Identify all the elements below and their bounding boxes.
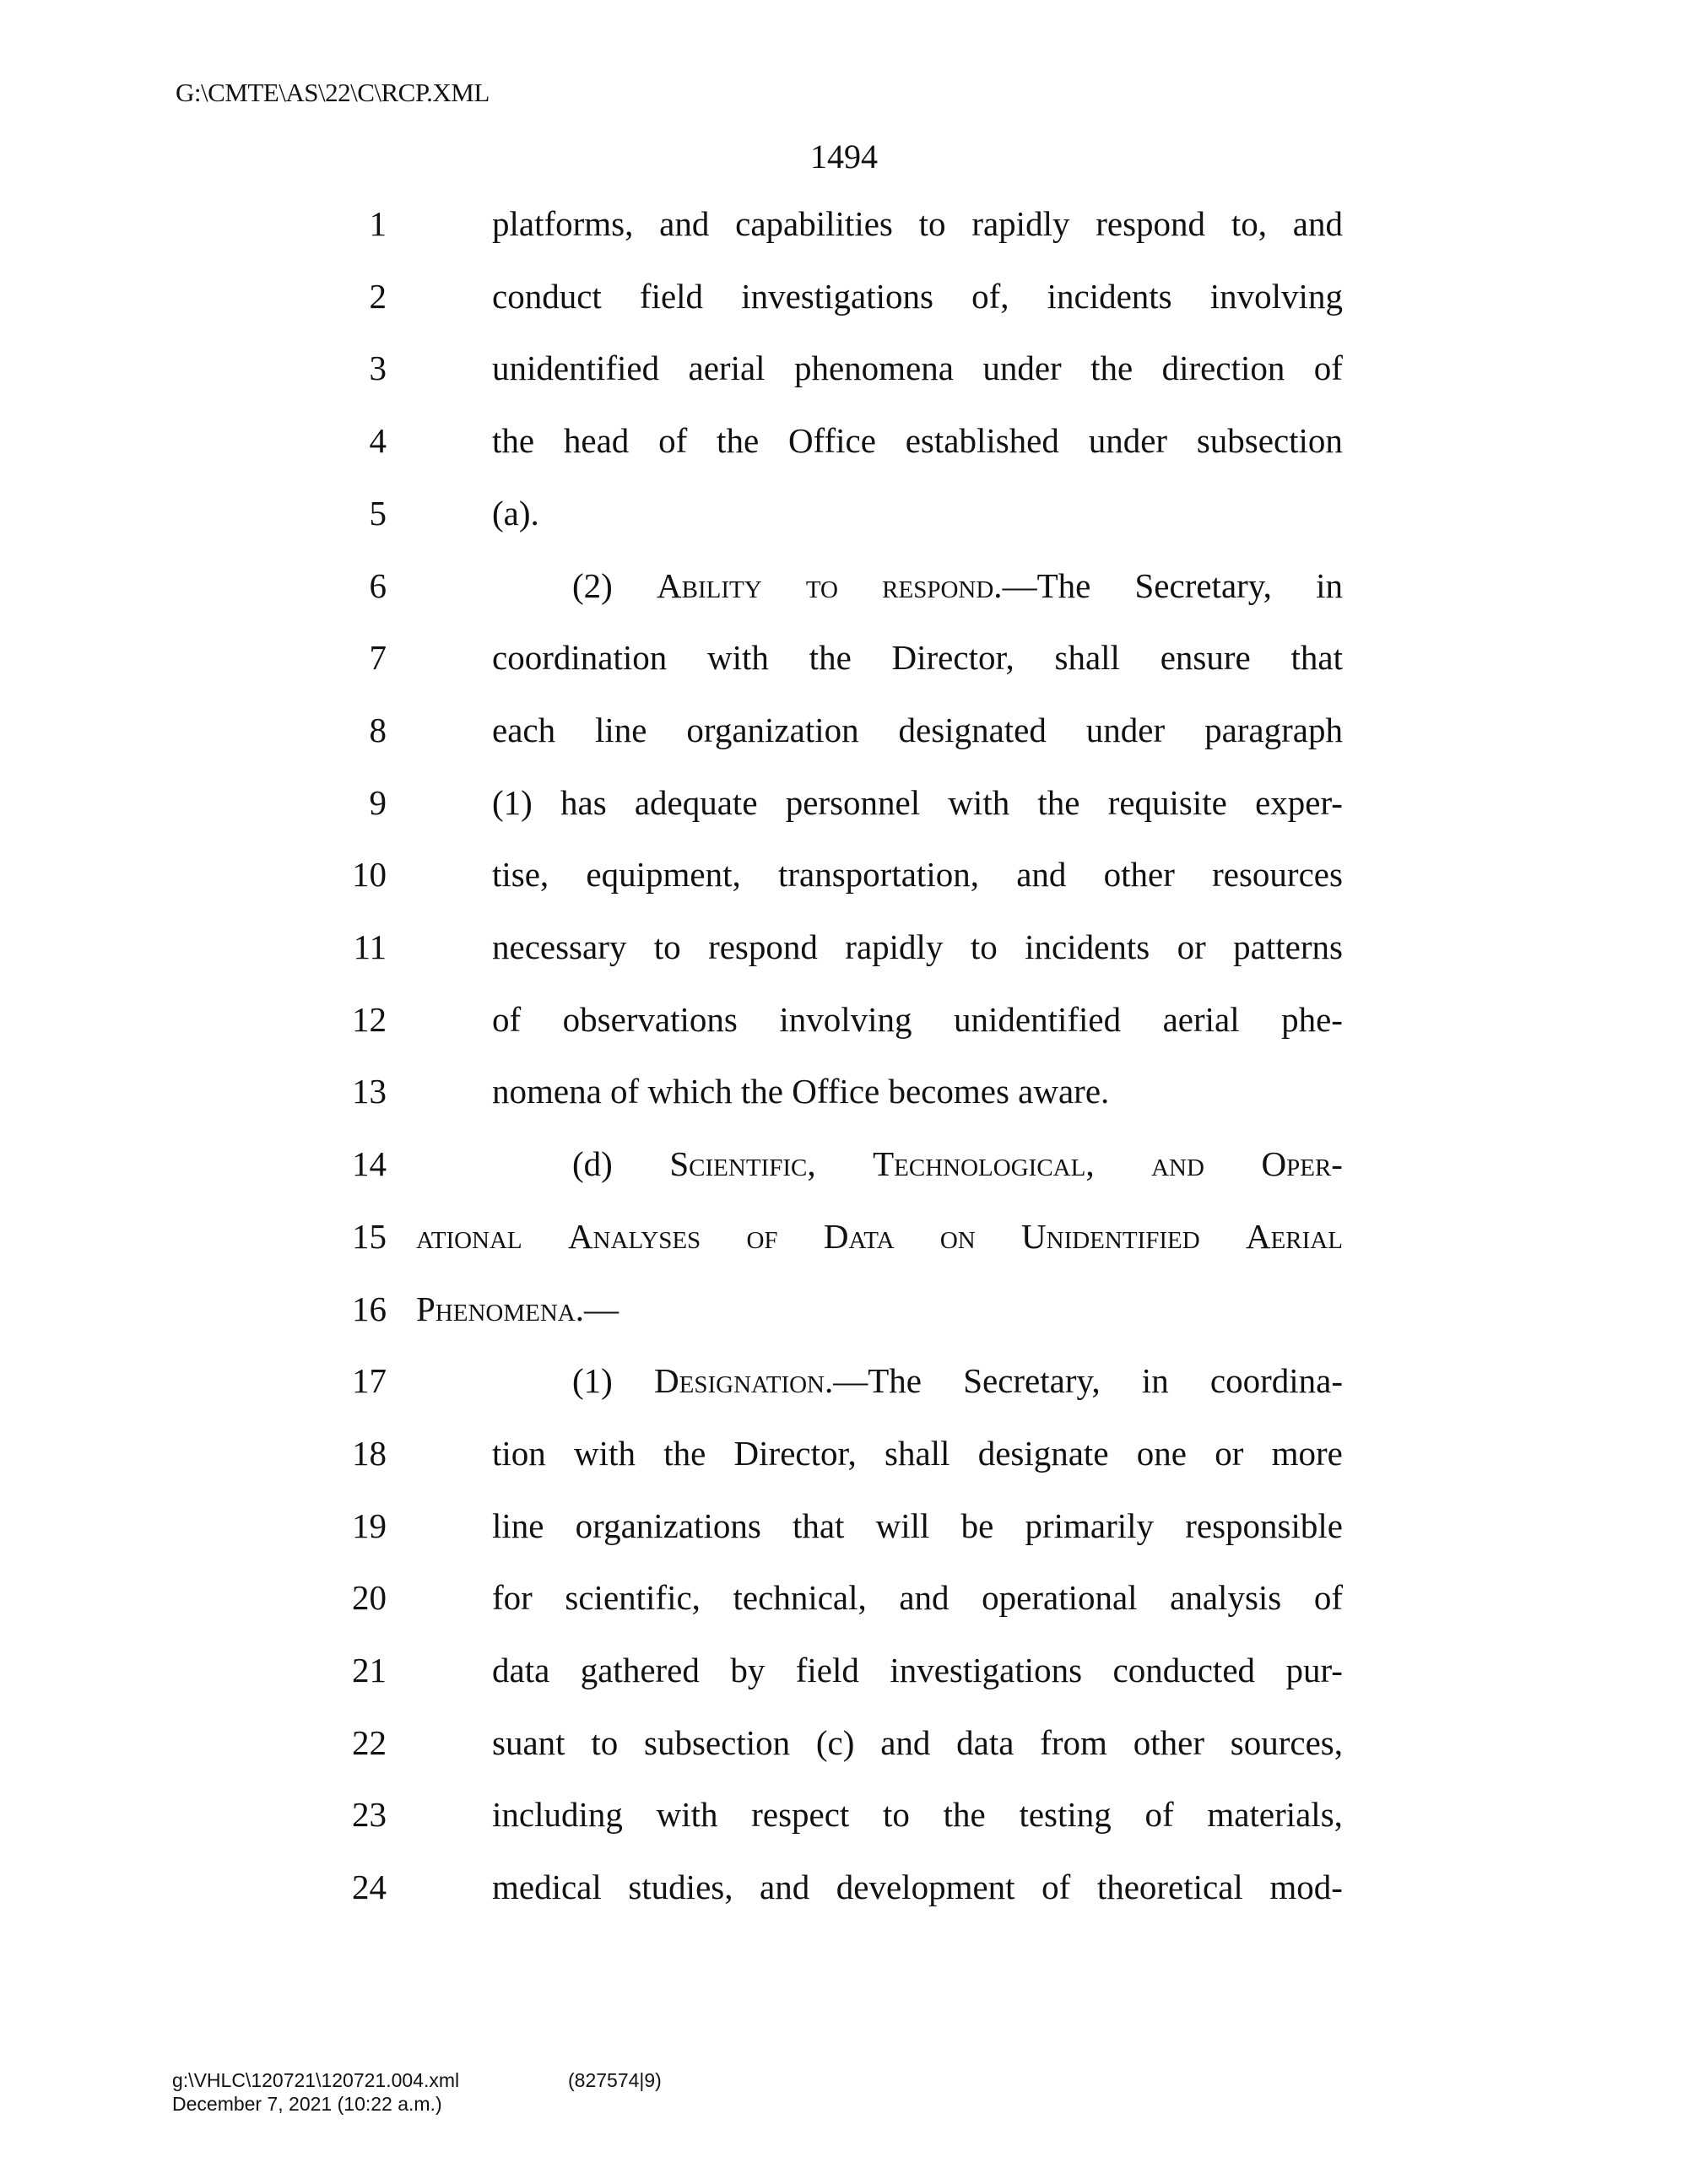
word: and	[659, 204, 710, 243]
line-text	[492, 1789, 1343, 1840]
line-number: 2	[369, 276, 387, 316]
word: becomes	[888, 1072, 1009, 1111]
section-heading-word: Technological,	[873, 1144, 1095, 1184]
word: tise,	[492, 855, 549, 895]
word: conducted	[1112, 1651, 1256, 1689]
word: of	[1313, 1578, 1343, 1618]
word: including	[492, 1795, 623, 1835]
word: respond	[708, 927, 818, 966]
line-number: 18	[352, 1433, 387, 1473]
document-line	[0, 1428, 1688, 1479]
line-number: 3	[369, 349, 387, 388]
line-number: 23	[352, 1795, 387, 1835]
section-heading-word: ational	[416, 1216, 522, 1256]
word: other	[1133, 1722, 1204, 1762]
word: coordina-	[1209, 1361, 1343, 1401]
word: one	[1136, 1433, 1187, 1473]
document-line	[0, 1572, 1688, 1623]
word: each	[492, 710, 556, 749]
line-text	[492, 632, 1343, 683]
section-heading-word: Scientific,	[669, 1144, 816, 1184]
line-text	[492, 1862, 1343, 1912]
word: which	[647, 1072, 733, 1111]
line-number: 4	[369, 421, 387, 461]
word: in	[1316, 565, 1343, 605]
word: under	[982, 349, 1062, 388]
word: subsection	[1196, 421, 1343, 461]
line-number: 16	[352, 1289, 387, 1328]
word: incidents	[1047, 276, 1172, 316]
word: involving	[1209, 276, 1343, 316]
word: aware.	[1018, 1072, 1110, 1111]
document-line	[0, 922, 1688, 972]
document-line	[0, 1284, 1688, 1334]
word: with	[948, 782, 1010, 822]
word: rapidly	[971, 204, 1070, 243]
word: to,	[1231, 204, 1267, 243]
word: requisite	[1107, 782, 1227, 822]
line-number: 11	[353, 927, 387, 966]
word: of	[610, 1072, 640, 1111]
word: (d)	[572, 1144, 613, 1184]
word: suant	[492, 1722, 565, 1762]
document-line	[0, 849, 1688, 900]
line-number: 1	[369, 204, 387, 243]
word: investigations	[890, 1651, 1083, 1689]
line-text	[492, 849, 1343, 900]
document-line	[0, 1066, 1688, 1116]
line-text	[492, 1428, 1343, 1479]
word: head	[563, 421, 630, 461]
line-text	[492, 1066, 1343, 1116]
document-line	[0, 1645, 1688, 1695]
word: tion	[492, 1433, 546, 1473]
line-number: 7	[369, 638, 387, 678]
word: medical	[492, 1868, 602, 1907]
document-line	[0, 198, 1688, 249]
line-text	[492, 1645, 1343, 1695]
word: and	[880, 1722, 931, 1762]
word: and	[1016, 855, 1067, 895]
document-line	[0, 1500, 1688, 1551]
word: resources	[1212, 855, 1343, 895]
section-heading-word: Analyses	[567, 1216, 701, 1256]
word: designate	[977, 1433, 1109, 1473]
word: Director,	[733, 1433, 857, 1473]
word: materials,	[1207, 1795, 1343, 1835]
line-number: 10	[352, 855, 387, 895]
line-number: 21	[352, 1651, 387, 1689]
document-line	[0, 488, 1688, 538]
document-line	[0, 1789, 1688, 1840]
line-text	[416, 1284, 1343, 1334]
document-line	[0, 1355, 1688, 1406]
footer-file-path: g:\VHLC\120721\120721.004.xml	[172, 2069, 460, 2091]
section-heading-word: Designation.—The	[654, 1361, 922, 1401]
word: has	[560, 782, 607, 822]
line-number: 8	[369, 710, 387, 749]
line-number: 5	[369, 493, 387, 532]
word: respond	[1096, 204, 1206, 243]
word: rapidly	[845, 927, 944, 966]
line-text	[492, 343, 1343, 393]
word: Secretary,	[1134, 565, 1272, 605]
word: organization	[686, 710, 859, 749]
line-number: 6	[369, 565, 387, 605]
word: (2)	[572, 565, 613, 605]
word: conduct	[492, 276, 602, 316]
word: in	[1141, 1361, 1169, 1401]
word: studies,	[628, 1868, 733, 1907]
section-heading-word: Phenomena.—	[416, 1289, 619, 1328]
section-heading-word: Unidentified	[1021, 1216, 1200, 1256]
section-heading-word: Data	[823, 1216, 895, 1256]
word: under	[1085, 710, 1166, 749]
document-line	[0, 343, 1688, 393]
word: of	[658, 421, 688, 461]
word: scientific,	[565, 1578, 701, 1618]
word: unidentified	[492, 349, 660, 388]
word: paragraph	[1204, 710, 1343, 749]
header-file-path: G:\CMTE\AS\22\C\RCP.XML	[176, 78, 490, 107]
document-line	[0, 1717, 1688, 1768]
word: unidentified	[954, 999, 1122, 1039]
word: of,	[971, 276, 1009, 316]
word: incidents	[1025, 927, 1150, 966]
word: organizations	[575, 1506, 761, 1545]
word: of	[1144, 1795, 1174, 1835]
word: (a).	[492, 493, 539, 532]
document-line	[0, 560, 1688, 611]
word: (c)	[815, 1722, 855, 1762]
word: ensure	[1160, 638, 1251, 678]
word: line	[595, 710, 647, 749]
word: with	[574, 1433, 636, 1473]
word: the	[717, 421, 760, 461]
word: the	[492, 421, 535, 461]
word: testing	[1019, 1795, 1112, 1835]
page-number: 1494	[810, 138, 878, 176]
line-number: 20	[352, 1578, 387, 1618]
line-number: 24	[352, 1868, 387, 1907]
word: analysis	[1170, 1578, 1282, 1618]
line-text	[492, 1572, 1343, 1623]
section-heading-word: of	[746, 1216, 778, 1256]
line-text	[416, 1211, 1343, 1262]
word: from	[1040, 1722, 1107, 1762]
word: be	[960, 1506, 994, 1545]
word: investigations	[741, 276, 933, 316]
word: development	[836, 1868, 1015, 1907]
line-number: 14	[352, 1144, 387, 1184]
word: for	[492, 1578, 533, 1618]
word: pur-	[1285, 1651, 1343, 1689]
word: of	[1313, 349, 1343, 388]
section-heading-word: and	[1151, 1144, 1204, 1184]
word: to	[883, 1795, 910, 1835]
document-line	[0, 1138, 1688, 1189]
section-heading-word: on	[939, 1216, 976, 1256]
section-heading-word: to	[805, 565, 838, 605]
word: gathered	[580, 1651, 700, 1689]
word: nomena	[492, 1072, 602, 1111]
word: or	[1177, 927, 1206, 966]
line-text	[492, 922, 1343, 972]
word: other	[1103, 855, 1175, 895]
word: mod-	[1269, 1868, 1343, 1907]
word: of	[492, 999, 522, 1039]
word: sources,	[1230, 1722, 1343, 1762]
word: operational	[982, 1578, 1138, 1618]
word: Office	[787, 421, 876, 461]
word: field	[639, 276, 704, 316]
line-number: 19	[352, 1506, 387, 1545]
footer-doc-id: (827574|9)	[568, 2069, 662, 2091]
section-heading-word: Ability	[657, 565, 762, 605]
word: Office	[792, 1072, 880, 1111]
word: capabilities	[735, 204, 893, 243]
word: the	[809, 638, 852, 678]
line-number: 9	[369, 782, 387, 822]
word: to	[591, 1722, 619, 1762]
word: phenomena	[793, 349, 954, 388]
footer-timestamp: December 7, 2021 (10:22 a.m.)	[172, 2093, 442, 2115]
word: or	[1215, 1433, 1244, 1473]
line-text	[492, 271, 1343, 322]
word: to	[918, 204, 946, 243]
word: and	[899, 1578, 950, 1618]
word: technical,	[733, 1578, 867, 1618]
word: data	[492, 1651, 550, 1689]
section-heading-word: Oper-	[1261, 1144, 1343, 1184]
word: platforms,	[492, 204, 634, 243]
section-heading-word: respond.—The	[882, 565, 1091, 605]
word: and	[1292, 204, 1343, 243]
word: necessary	[492, 927, 627, 966]
document-line	[0, 632, 1688, 683]
word: will	[875, 1506, 930, 1545]
document-line	[0, 1211, 1688, 1262]
document-line	[0, 271, 1688, 322]
word: adequate	[634, 782, 758, 822]
word: that	[1290, 638, 1343, 678]
word: the	[663, 1433, 706, 1473]
word: Director,	[891, 638, 1014, 678]
document-line	[0, 777, 1688, 828]
word: personnel	[785, 782, 921, 822]
word: with	[707, 638, 769, 678]
word: that	[792, 1506, 845, 1545]
word: designated	[898, 710, 1047, 749]
word: the	[740, 1072, 783, 1111]
line-number: 15	[352, 1216, 387, 1256]
word: the	[1037, 782, 1080, 822]
word: involving	[779, 999, 912, 1039]
line-text	[492, 198, 1343, 249]
document-line	[0, 1862, 1688, 1912]
line-text	[572, 560, 1343, 611]
word: under	[1088, 421, 1168, 461]
word: Secretary,	[963, 1361, 1101, 1401]
line-number: 12	[352, 999, 387, 1039]
word: patterns	[1233, 927, 1343, 966]
line-text	[492, 777, 1343, 828]
line-number: 13	[352, 1072, 387, 1111]
word: to	[970, 927, 998, 966]
word: theoretical	[1096, 1868, 1243, 1907]
word: observations	[562, 999, 738, 1039]
word: transportation,	[777, 855, 979, 895]
word: of	[1041, 1868, 1071, 1907]
word: and	[760, 1868, 810, 1907]
word: phe-	[1281, 999, 1343, 1039]
word: equipment,	[586, 855, 741, 895]
line-text	[572, 1355, 1343, 1406]
word: shall	[1054, 638, 1120, 678]
word: coordination	[492, 638, 668, 678]
word: (1)	[572, 1361, 613, 1401]
line-text	[572, 1138, 1343, 1189]
word: the	[1090, 349, 1133, 388]
word: direction	[1161, 349, 1285, 388]
word: shall	[885, 1433, 950, 1473]
document-line	[0, 415, 1688, 466]
word: to	[653, 927, 681, 966]
line-text	[492, 705, 1343, 755]
line-text	[492, 1717, 1343, 1768]
document-line	[0, 705, 1688, 755]
word: data	[956, 1722, 1014, 1762]
word: primarily	[1025, 1506, 1155, 1545]
word: aerial	[688, 349, 766, 388]
word: field	[795, 1651, 859, 1689]
line-text	[492, 415, 1343, 466]
document-line	[0, 994, 1688, 1045]
line-text	[492, 1500, 1343, 1551]
word: established	[905, 421, 1059, 461]
word: respect	[751, 1795, 850, 1835]
word: more	[1271, 1433, 1343, 1473]
word: with	[656, 1795, 718, 1835]
word: the	[943, 1795, 986, 1835]
word: aerial	[1162, 999, 1240, 1039]
word: responsible	[1185, 1506, 1343, 1545]
word: subsection	[644, 1722, 791, 1762]
word: line	[492, 1506, 544, 1545]
line-text	[492, 994, 1343, 1045]
word: by	[730, 1651, 766, 1689]
word: exper-	[1255, 782, 1343, 822]
line-number: 22	[352, 1722, 387, 1762]
line-number: 17	[352, 1361, 387, 1401]
line-text	[492, 488, 1343, 538]
section-heading-word: Aerial	[1245, 1216, 1343, 1256]
word: (1)	[492, 782, 533, 822]
